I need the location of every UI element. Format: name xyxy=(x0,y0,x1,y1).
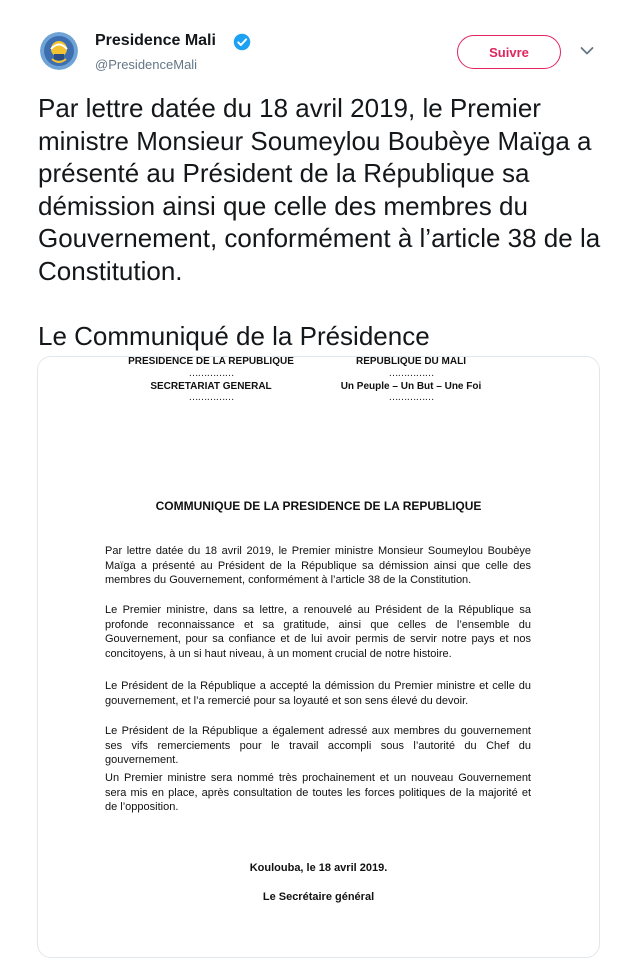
chevron-down-icon[interactable] xyxy=(580,46,594,56)
follow-button[interactable]: Suivre xyxy=(457,35,561,69)
doc-header-left-sub: SECRETARIAT GENERAL xyxy=(150,381,272,392)
doc-paragraph: Par lettre datée du 18 avril 2019, le Premier ministre Monsieur Soumeylou Boubèye Maïga a présenté au Président de la République sa démission ainsi que celle des membres du Gouvernement, conformément à l’article 38 de la Constitution. xyxy=(105,545,531,586)
tweet-header xyxy=(0,0,635,90)
doc-header-right: REPUBLIQUE DU MALI xyxy=(356,356,466,367)
tweet-text xyxy=(38,92,608,353)
doc-header-left: PRESIDENCE DE LA REPUBLIQUE xyxy=(128,356,294,367)
signature-line: Le Secrétaire général xyxy=(262,891,375,903)
doc-dots: …………… xyxy=(388,392,434,403)
doc-dots: …………… xyxy=(388,368,434,379)
communique-document xyxy=(38,357,599,957)
user-handle[interactable]: @PresidenceMali xyxy=(95,57,198,72)
doc-dots: …………… xyxy=(188,392,234,403)
doc-paragraph: Le Président de la République a accepté la démission du Premier ministre et celle du gouvernement, et l’a remercié pour sa loyauté et son sens élevé du devoir. xyxy=(105,680,531,707)
doc-paragraph: Le Président de la République a également adressé aux membres du gouvernement ses vifs remerciements pour le travail accompli sous l’autorité du Chef du gouvernement. xyxy=(105,725,531,766)
tweet-paragraph: Le Communiqué de la Présidence xyxy=(38,321,430,351)
doc-dots: …………… xyxy=(188,368,234,379)
doc-paragraph: Un Premier ministre sera nommé très prochainement et un nouveau Gouvernement sera mis en place, après consultation de toutes les forces politiques de la majorité et de l’opposition. xyxy=(105,772,531,813)
tweet-paragraph: Par lettre datée du 18 avril 2019, le Premier ministre Monsieur Soumeylou Boubèye Maïga a présenté au Président de la République sa démission ainsi que celle des membres du Gouvernement, conformément à l’article 38 de la Constitution. xyxy=(38,93,601,286)
avatar[interactable] xyxy=(40,32,78,70)
emblem-icon xyxy=(40,32,78,70)
verified-badge-icon xyxy=(233,33,251,51)
display-name[interactable]: Presidence Mali xyxy=(95,32,216,49)
place-date: Koulouba, le 18 avril 2019. xyxy=(249,862,388,874)
communique-title: COMMUNIQUE DE LA PRESIDENCE DE LA REPUBLIQUE xyxy=(155,499,482,513)
doc-paragraph: Le Premier ministre, dans sa lettre, a renouvelé au Président de la République sa profonde reconnaissance et sa gratitude, ainsi que celles de l’ensemble du Gouvernement, pour sa confiance et de lui avoir permis de servir notre pays et nos concitoyens, à un si haut niveau, à un moment crucial de notre histoire. xyxy=(105,604,531,660)
doc-motto: Un Peuple – Un But – Une Foi xyxy=(340,381,482,392)
media-card[interactable] xyxy=(37,356,600,958)
